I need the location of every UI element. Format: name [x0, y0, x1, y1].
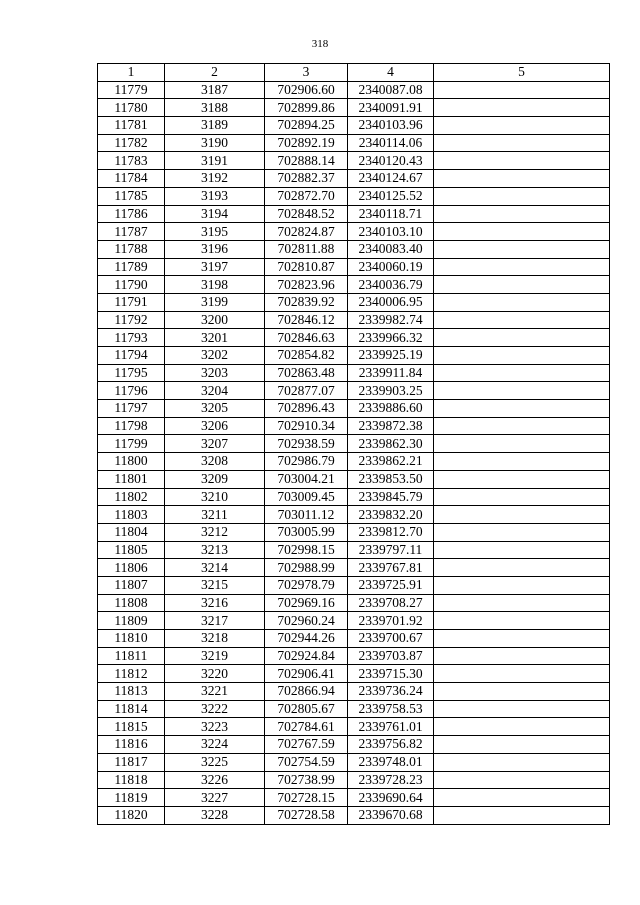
- table-row: [98, 364, 610, 382]
- table-row: [98, 576, 610, 594]
- vertex-number-cell: 3207: [165, 435, 265, 453]
- y-coordinate-cell: 2339758.53: [348, 700, 434, 718]
- vertex-number-cell: 3213: [165, 541, 265, 559]
- vertex-number-cell: 3198: [165, 276, 265, 294]
- note-cell: [434, 523, 610, 541]
- x-coordinate-cell: 702872.70: [265, 187, 348, 205]
- point-id-cell: 11802: [98, 488, 165, 506]
- table-header: [98, 64, 610, 82]
- vertex-number-cell: 3202: [165, 347, 265, 365]
- point-id-cell: 11820: [98, 806, 165, 824]
- table-row: [98, 134, 610, 152]
- y-coordinate-cell: 2340036.79: [348, 276, 434, 294]
- note-cell: [434, 630, 610, 648]
- x-coordinate-cell: 703009.45: [265, 488, 348, 506]
- point-id-cell: 11815: [98, 718, 165, 736]
- note-cell: [434, 152, 610, 170]
- y-coordinate-cell: 2339748.01: [348, 753, 434, 771]
- table-row: [98, 806, 610, 824]
- x-coordinate-cell: 702839.92: [265, 293, 348, 311]
- point-id-cell: 11795: [98, 364, 165, 382]
- vertex-number-cell: 3211: [165, 506, 265, 524]
- point-id-cell: 11806: [98, 559, 165, 577]
- vertex-number-cell: 3215: [165, 576, 265, 594]
- note-cell: [434, 99, 610, 117]
- note-cell: [434, 506, 610, 524]
- point-id-cell: 11803: [98, 506, 165, 524]
- point-id-cell: 11800: [98, 453, 165, 471]
- point-id-cell: 11788: [98, 240, 165, 258]
- vertex-number-cell: 3206: [165, 417, 265, 435]
- vertex-number-cell: 3201: [165, 329, 265, 347]
- vertex-number-cell: 3188: [165, 99, 265, 117]
- note-cell: [434, 347, 610, 365]
- vertex-number-cell: 3187: [165, 81, 265, 99]
- point-id-cell: 11811: [98, 647, 165, 665]
- y-coordinate-cell: 2339670.68: [348, 806, 434, 824]
- point-id-cell: 11796: [98, 382, 165, 400]
- vertex-number-cell: 3203: [165, 364, 265, 382]
- point-id-cell: 11805: [98, 541, 165, 559]
- x-coordinate-cell: 702944.26: [265, 630, 348, 648]
- vertex-number-cell: 3196: [165, 240, 265, 258]
- vertex-number-cell: 3220: [165, 665, 265, 683]
- vertex-number-cell: 3208: [165, 453, 265, 471]
- x-coordinate-cell: 702805.67: [265, 700, 348, 718]
- note-cell: [434, 400, 610, 418]
- point-id-cell: 11797: [98, 400, 165, 418]
- note-cell: [434, 488, 610, 506]
- point-id-cell: 11798: [98, 417, 165, 435]
- y-coordinate-cell: 2339767.81: [348, 559, 434, 577]
- y-coordinate-cell: 2339690.64: [348, 789, 434, 807]
- note-cell: [434, 293, 610, 311]
- x-coordinate-cell: 702882.37: [265, 170, 348, 188]
- note-cell: [434, 453, 610, 471]
- point-id-cell: 11787: [98, 223, 165, 241]
- x-coordinate-cell: 702866.94: [265, 683, 348, 701]
- table-row: [98, 559, 610, 577]
- vertex-number-cell: 3193: [165, 187, 265, 205]
- point-id-cell: 11799: [98, 435, 165, 453]
- x-coordinate-cell: 702960.24: [265, 612, 348, 630]
- x-coordinate-cell: 702978.79: [265, 576, 348, 594]
- note-cell: [434, 789, 610, 807]
- column-header-5: 5: [434, 64, 610, 82]
- table-row: [98, 170, 610, 188]
- y-coordinate-cell: 2340087.08: [348, 81, 434, 99]
- point-id-cell: 11809: [98, 612, 165, 630]
- point-id-cell: 11786: [98, 205, 165, 223]
- table-row: [98, 665, 610, 683]
- x-coordinate-cell: 702823.96: [265, 276, 348, 294]
- table-row: [98, 541, 610, 559]
- table-row: [98, 488, 610, 506]
- vertex-number-cell: 3189: [165, 117, 265, 135]
- y-coordinate-cell: 2339982.74: [348, 311, 434, 329]
- note-cell: [434, 470, 610, 488]
- point-id-cell: 11789: [98, 258, 165, 276]
- table-row: [98, 205, 610, 223]
- note-cell: [434, 541, 610, 559]
- table-body: [98, 81, 610, 824]
- y-coordinate-cell: 2339886.60: [348, 400, 434, 418]
- vertex-number-cell: 3210: [165, 488, 265, 506]
- note-cell: [434, 683, 610, 701]
- point-id-cell: 11810: [98, 630, 165, 648]
- y-coordinate-cell: 2339872.38: [348, 417, 434, 435]
- x-coordinate-cell: 702924.84: [265, 647, 348, 665]
- point-id-cell: 11818: [98, 771, 165, 789]
- vertex-number-cell: 3227: [165, 789, 265, 807]
- table-row: [98, 771, 610, 789]
- y-coordinate-cell: 2339966.32: [348, 329, 434, 347]
- vertex-number-cell: 3197: [165, 258, 265, 276]
- table-row: [98, 187, 610, 205]
- x-coordinate-cell: 702848.52: [265, 205, 348, 223]
- table-row: [98, 700, 610, 718]
- table-row: [98, 789, 610, 807]
- x-coordinate-cell: 702767.59: [265, 736, 348, 754]
- point-id-cell: 11813: [98, 683, 165, 701]
- note-cell: [434, 771, 610, 789]
- x-coordinate-cell: 702969.16: [265, 594, 348, 612]
- vertex-number-cell: 3200: [165, 311, 265, 329]
- note-cell: [434, 417, 610, 435]
- table-row: [98, 117, 610, 135]
- x-coordinate-cell: 702906.41: [265, 665, 348, 683]
- point-id-cell: 11791: [98, 293, 165, 311]
- vertex-number-cell: 3199: [165, 293, 265, 311]
- note-cell: [434, 223, 610, 241]
- note-cell: [434, 329, 610, 347]
- vertex-number-cell: 3209: [165, 470, 265, 488]
- point-id-cell: 11793: [98, 329, 165, 347]
- note-cell: [434, 170, 610, 188]
- note-cell: [434, 311, 610, 329]
- vertex-number-cell: 3204: [165, 382, 265, 400]
- vertex-number-cell: 3223: [165, 718, 265, 736]
- header-row: [98, 64, 610, 82]
- x-coordinate-cell: 703011.12: [265, 506, 348, 524]
- table-row: [98, 506, 610, 524]
- table-row: [98, 753, 610, 771]
- vertex-number-cell: 3214: [165, 559, 265, 577]
- y-coordinate-cell: 2339700.67: [348, 630, 434, 648]
- vertex-number-cell: 3221: [165, 683, 265, 701]
- vertex-number-cell: 3194: [165, 205, 265, 223]
- column-header-4: 4: [348, 64, 434, 82]
- page-number: 318: [311, 38, 329, 50]
- note-cell: [434, 753, 610, 771]
- x-coordinate-cell: 702728.58: [265, 806, 348, 824]
- y-coordinate-cell: 2339903.25: [348, 382, 434, 400]
- x-coordinate-cell: 702738.99: [265, 771, 348, 789]
- y-coordinate-cell: 2340124.67: [348, 170, 434, 188]
- point-id-cell: 11794: [98, 347, 165, 365]
- vertex-number-cell: 3192: [165, 170, 265, 188]
- vertex-number-cell: 3212: [165, 523, 265, 541]
- x-coordinate-cell: 702888.14: [265, 152, 348, 170]
- table-row: [98, 329, 610, 347]
- x-coordinate-cell: 702899.86: [265, 99, 348, 117]
- y-coordinate-cell: 2339862.30: [348, 435, 434, 453]
- table-row: [98, 258, 610, 276]
- table-row: [98, 435, 610, 453]
- point-id-cell: 11801: [98, 470, 165, 488]
- note-cell: [434, 576, 610, 594]
- table-row: [98, 647, 610, 665]
- vertex-number-cell: 3190: [165, 134, 265, 152]
- point-id-cell: 11807: [98, 576, 165, 594]
- note-cell: [434, 258, 610, 276]
- y-coordinate-cell: 2339736.24: [348, 683, 434, 701]
- note-cell: [434, 700, 610, 718]
- table-row: [98, 223, 610, 241]
- y-coordinate-cell: 2339812.70: [348, 523, 434, 541]
- x-coordinate-cell: 703005.99: [265, 523, 348, 541]
- table-row: [98, 683, 610, 701]
- y-coordinate-cell: 2339728.23: [348, 771, 434, 789]
- y-coordinate-cell: 2340114.06: [348, 134, 434, 152]
- table-row: [98, 523, 610, 541]
- note-cell: [434, 435, 610, 453]
- y-coordinate-cell: 2340091.91: [348, 99, 434, 117]
- point-id-cell: 11816: [98, 736, 165, 754]
- y-coordinate-cell: 2339756.82: [348, 736, 434, 754]
- point-id-cell: 11819: [98, 789, 165, 807]
- x-coordinate-cell: 702938.59: [265, 435, 348, 453]
- x-coordinate-cell: 702754.59: [265, 753, 348, 771]
- y-coordinate-cell: 2339911.84: [348, 364, 434, 382]
- note-cell: [434, 718, 610, 736]
- table-row: [98, 470, 610, 488]
- x-coordinate-cell: 702810.87: [265, 258, 348, 276]
- table-row: [98, 453, 610, 471]
- x-coordinate-cell: 702846.12: [265, 311, 348, 329]
- table-row: [98, 276, 610, 294]
- note-cell: [434, 736, 610, 754]
- point-id-cell: 11804: [98, 523, 165, 541]
- table-row: [98, 81, 610, 99]
- note-cell: [434, 134, 610, 152]
- vertex-number-cell: 3222: [165, 700, 265, 718]
- x-coordinate-cell: 702998.15: [265, 541, 348, 559]
- point-id-cell: 11817: [98, 753, 165, 771]
- y-coordinate-cell: 2339725.91: [348, 576, 434, 594]
- vertex-number-cell: 3191: [165, 152, 265, 170]
- note-cell: [434, 276, 610, 294]
- table-row: [98, 293, 610, 311]
- table-row: [98, 594, 610, 612]
- column-header-3: 3: [265, 64, 348, 82]
- point-id-cell: 11790: [98, 276, 165, 294]
- note-cell: [434, 81, 610, 99]
- vertex-number-cell: 3228: [165, 806, 265, 824]
- vertex-number-cell: 3226: [165, 771, 265, 789]
- note-cell: [434, 205, 610, 223]
- x-coordinate-cell: 702906.60: [265, 81, 348, 99]
- note-cell: [434, 665, 610, 683]
- point-id-cell: 11812: [98, 665, 165, 683]
- table-row: [98, 347, 610, 365]
- y-coordinate-cell: 2340120.43: [348, 152, 434, 170]
- vertex-number-cell: 3224: [165, 736, 265, 754]
- table-row: [98, 718, 610, 736]
- table-row: [98, 311, 610, 329]
- vertex-number-cell: 3225: [165, 753, 265, 771]
- vertex-number-cell: 3216: [165, 594, 265, 612]
- note-cell: [434, 594, 610, 612]
- note-cell: [434, 647, 610, 665]
- y-coordinate-cell: 2339845.79: [348, 488, 434, 506]
- vertex-number-cell: 3217: [165, 612, 265, 630]
- table-row: [98, 240, 610, 258]
- note-cell: [434, 382, 610, 400]
- x-coordinate-cell: 702728.15: [265, 789, 348, 807]
- x-coordinate-cell: 702863.48: [265, 364, 348, 382]
- vertex-number-cell: 3218: [165, 630, 265, 648]
- y-coordinate-cell: 2339925.19: [348, 347, 434, 365]
- x-coordinate-cell: 702892.19: [265, 134, 348, 152]
- table-row: [98, 417, 610, 435]
- point-id-cell: 11785: [98, 187, 165, 205]
- y-coordinate-cell: 2340103.10: [348, 223, 434, 241]
- x-coordinate-cell: 702824.87: [265, 223, 348, 241]
- y-coordinate-cell: 2339701.92: [348, 612, 434, 630]
- table-row: [98, 400, 610, 418]
- note-cell: [434, 187, 610, 205]
- note-cell: [434, 612, 610, 630]
- coordinates-table: [97, 63, 610, 825]
- y-coordinate-cell: 2340006.95: [348, 293, 434, 311]
- note-cell: [434, 364, 610, 382]
- x-coordinate-cell: 702910.34: [265, 417, 348, 435]
- y-coordinate-cell: 2340118.71: [348, 205, 434, 223]
- point-id-cell: 11779: [98, 81, 165, 99]
- column-header-1: 1: [98, 64, 165, 82]
- y-coordinate-cell: 2339862.21: [348, 453, 434, 471]
- table-row: [98, 152, 610, 170]
- y-coordinate-cell: 2340103.96: [348, 117, 434, 135]
- vertex-number-cell: 3219: [165, 647, 265, 665]
- y-coordinate-cell: 2340125.52: [348, 187, 434, 205]
- x-coordinate-cell: 702784.61: [265, 718, 348, 736]
- note-cell: [434, 117, 610, 135]
- y-coordinate-cell: 2340083.40: [348, 240, 434, 258]
- table-row: [98, 630, 610, 648]
- y-coordinate-cell: 2339715.30: [348, 665, 434, 683]
- x-coordinate-cell: 703004.21: [265, 470, 348, 488]
- x-coordinate-cell: 702854.82: [265, 347, 348, 365]
- note-cell: [434, 559, 610, 577]
- x-coordinate-cell: 702988.99: [265, 559, 348, 577]
- y-coordinate-cell: 2339761.01: [348, 718, 434, 736]
- point-id-cell: 11783: [98, 152, 165, 170]
- x-coordinate-cell: 702896.43: [265, 400, 348, 418]
- x-coordinate-cell: 702877.07: [265, 382, 348, 400]
- note-cell: [434, 240, 610, 258]
- point-id-cell: 11784: [98, 170, 165, 188]
- table-row: [98, 99, 610, 117]
- y-coordinate-cell: 2339797.11: [348, 541, 434, 559]
- point-id-cell: 11781: [98, 117, 165, 135]
- vertex-number-cell: 3195: [165, 223, 265, 241]
- point-id-cell: 11782: [98, 134, 165, 152]
- table-row: [98, 382, 610, 400]
- x-coordinate-cell: 702986.79: [265, 453, 348, 471]
- point-id-cell: 11780: [98, 99, 165, 117]
- x-coordinate-cell: 702894.25: [265, 117, 348, 135]
- table-row: [98, 736, 610, 754]
- y-coordinate-cell: 2339832.20: [348, 506, 434, 524]
- y-coordinate-cell: 2339853.50: [348, 470, 434, 488]
- y-coordinate-cell: 2339703.87: [348, 647, 434, 665]
- x-coordinate-cell: 702811.88: [265, 240, 348, 258]
- y-coordinate-cell: 2340060.19: [348, 258, 434, 276]
- vertex-number-cell: 3205: [165, 400, 265, 418]
- point-id-cell: 11792: [98, 311, 165, 329]
- table-row: [98, 612, 610, 630]
- column-header-2: 2: [165, 64, 265, 82]
- point-id-cell: 11808: [98, 594, 165, 612]
- note-cell: [434, 806, 610, 824]
- x-coordinate-cell: 702846.63: [265, 329, 348, 347]
- y-coordinate-cell: 2339708.27: [348, 594, 434, 612]
- point-id-cell: 11814: [98, 700, 165, 718]
